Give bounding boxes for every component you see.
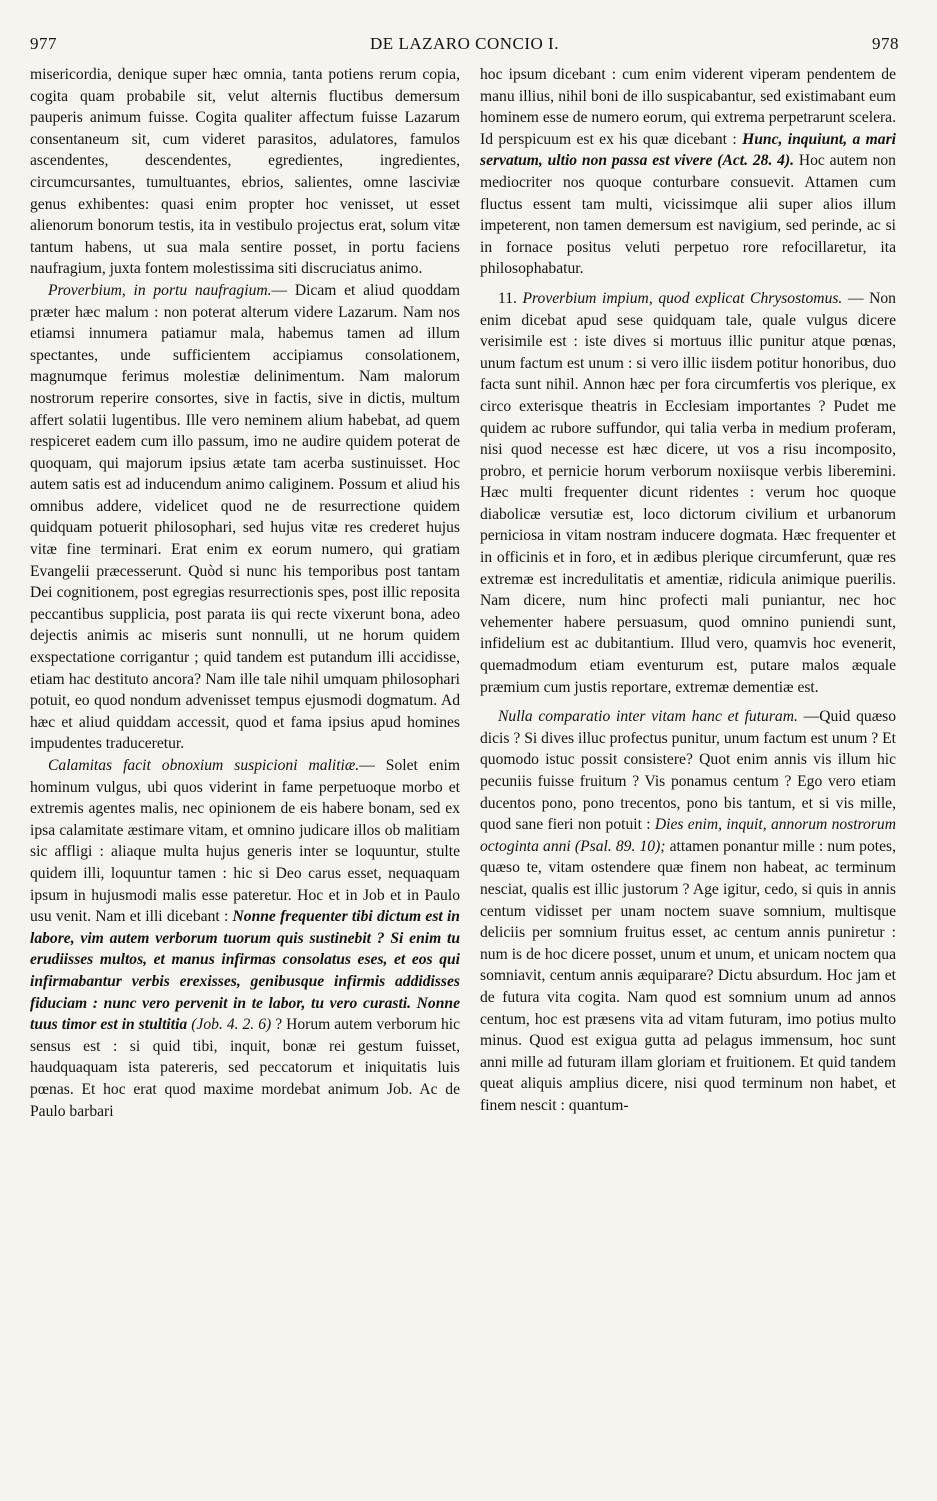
- paragraph-text: Hoc autem non mediocriter nos quoque conturbare consuevit. Attamen cum fluctus essent tam multi, vicissimque alii super alios illum impeterent, non tamen demersum est navigium, sed perinde, ac si in fornace positus veluti perpetuo rore refocillaretur, ita philosophabatur.: [480, 152, 896, 278]
- paragraph-text: — Non enim dicebat apud sese quidquam tale, quale vulgus dicere verisimile est : iste dives si mortuus illic punitur atque pœnas, unum factum est unum : si vero illic iisdem potitur honoribus, duo facta sunt nihil. Annon hæc per fora circumfertis vos plerique, ex circo exterisque theatris in Ecclesiam importantes ? Pudet me quidem ac rubore suffundor, qui talia verba in medium proferam, nisi quod necesse est hæc dicere, ut vos a risu incomposito, probro, et pernicie horum verborum noxiisque verbis liberemini. Hæc multi frequenter dicunt ridentes : verum hoc quoque diabolicæ versutiæ est, loco dictorum civilium et urbanorum perniciosa in vitam nostram inducere dogmata. Hæc frequenter et in officinis et in foro, et in ædibus plerique circumferunt, quæ res extremæ est incredulitatis et amentiæ, ridicula animique puerilis. Nam dicere, num hinc profecti mali puniantur, nec hoc vehementer habere persuasum, quod omnino puniendi sunt, infidelium est ac dubitantium. Illud vero, quamvis hoc evenerit, quemadmodum etiam eventurum est, putare malos æquale præmium cum justis reportare, extremæ dementiæ est.: [480, 289, 896, 696]
- paragraph-text: ? Horum autem verborum hic sensus est : si quid tibi, inquit, bonæ rei gestum fuisset, haudquaquam ista patereris, sed peccatorum et iniquitatis luis pœnas. Et hoc erat quod maxime mordebat animum Job. Ac de Paulo barbari: [30, 1016, 460, 1120]
- left-column: [30, 64, 460, 1494]
- paragraph: [480, 706, 896, 1116]
- right-page-number: 978: [872, 34, 899, 53]
- paragraph-text: attamen ponantur mille : num potes, quæso te, vitam ostendere quæ finem non habeat, ac terminum nesciat, qualis est illic justorum ? Age igitur, cedo, si quis in annis centum vidisset per unam noctem suave somnium, multisque deliciis per somnium fruitus esset, ac centum annis puniretur : num is de hoc dicere posset, unum et unum, et unicam noctem qua somniavit, centum annis æquiparare? Dictu absurdum. Hoc jam et de futura vita cogita. Nam quod est somnium unum ad annos centum, hoc est præsens vita ad vitam futuram, imo potius multo minus. Quod est exigua gutta ad pelagus immensum, hoc sunt anni mille ad futuram illam gloriam et fruitionem. Et quid tandem queat aliquis amplius dicere, nisi quod terminum non habet, et finem nescit : quantum-: [480, 837, 896, 1114]
- scripture-quote: Dies enim, inquit, annorum nostrorum octoginta anni: [480, 816, 896, 855]
- section-heading: Nulla comparatio inter vitam hanc et futuram.: [498, 708, 798, 726]
- paragraph: [480, 64, 896, 280]
- scripture-reference: (Act. 28. 4).: [717, 152, 795, 170]
- section-number: 11.: [498, 289, 517, 307]
- section-heading: Calamitas facit obnoxium suspicioni malitiæ.: [48, 757, 360, 774]
- scripture-reference: (Job. 4. 2. 6): [191, 1016, 272, 1034]
- paragraph-text: — Dicam et aliud quoddam præter hæc malum : non poterat alterum videre Lazarum. Nam nos etiamsi innumera patiamur mala, habemus tamen ad illum spectantes, unde sufficientem accipiamus consolationem, magnumque ferimus molestiæ delinimentum. Nam malorum nostrorum reperire consortes, sive in factis, sive in dictis, multum affert solatii lugentibus. Ille vero neminem alium habebat, ad quem respiceret eadem cum illo passum, imo ne audire quidem poterat de quoquam, qui majorum ipsius ætate tam acerba sustinuisset. Hoc autem satis est ad inducendum animo caliginem. Possum et aliud his omnibus addere, videlicet quod ne de resurrectione quidem quidquam potuerit philosophari, sed hujus vitæ res crederet hujus vitæ fine terminari. Erat enim ex eorum numero, qui gratiam Evangelii præcesserunt. Quòd si nunc his temporibus post tantam Dei cognitionem, post egregias resurrectionis spes, post illic reposita peccantibus supplicia, post parata iis qui recte vixerunt bona, adeo dejectis animis ac miseris sunt nonnulli, ut ne horum quidem exspectatione corrigantur ; quid tandem est putandum illi accidisse, etiam hac destituto ancora? Nam ille tale nihil umquam philosophari potuit, eo quod nondum advenisset tempus ejusmodi dogmatum. Ad hæc et aliud quiddam accessit, quod et fama ipsius apud homines impudentes traduceretur.: [30, 281, 460, 753]
- scripture-quote: Hunc, inquiunt, a mari servatum, ultio non passa est vivere: [480, 130, 896, 170]
- running-title: DE LAZARO CONCIO I.: [370, 34, 559, 53]
- left-page-number: 977: [30, 34, 57, 53]
- section-heading: Proverbium, in portu naufragium.: [48, 281, 272, 299]
- scripture-reference: (Psal. 89. 10);: [574, 837, 666, 855]
- section-heading: Proverbium impium, quod explicat Chrysostomus.: [522, 289, 843, 307]
- paragraph: [30, 280, 460, 755]
- paragraph: [480, 288, 896, 698]
- paragraph: [30, 755, 460, 1122]
- paragraph-text: — Solet enim hominum vulgus, ubi quos viderint in fame perpetuoque morbo et extremis agentes malis, nec opinionem de eis habere bonam, sed ex ipsa calamitate æstimare vitam, et omnino judicare illos ob malitiam sic affligi : aliaque multa hujus generis inter se loquuntur, stulte quidem illi, loquuntur tamen : hic si Deo carus esset, nequaquam ipsum in hujusmodi malis esse pateretur. Hoc et in Job et in Paulo usu venit. Nam et illi dicebant :: [30, 757, 460, 926]
- running-header: [30, 34, 899, 56]
- paragraph-text: hoc ipsum dicebant : cum enim viderent viperam pendentem de manu illius, nihil boni de illo suspicabantur, sed existimabant eum hominem esse de numero eorum, qui extrema perpetrarunt scelera. Id perspicuum est ex his quæ dicebant :: [480, 66, 896, 148]
- paragraph-text: —Quid quæso dicis ? Si dives illuc profectus punitur, unum factum est unum ? Et quomodo istuc possit consistere? Quot enim annis vis illum hic pecuniis fuisse fruitum ? Vis ponamus centum ? Ego vero etiam ducentos pono, pono trecentos, pono bis tantum, et si vis mille, quod sane fieri non potuit :: [480, 708, 896, 834]
- right-column: [480, 64, 896, 1494]
- paragraph: misericordia, denique super hæc omnia, tanta potiens rerum copia, cogita quam probabile sit, velut alternis fluctibus demersum pauperis animum fuisse. Cogita qualiter affectum fuisse Lazarum consentaneum sit, cum videret parasitos, adulatores, famulos ascendentes, descendentes, egredientes, ingredientes, circumcursantes, tumultuantes, ebrios, salientes, omne lasciviæ genus exhibentes: quasi enim propter hoc venisset, ut esset alienorum bonorum testis, ita in vestibulo projectus erat, solum vitæ tantum habens, ut sua mala sentire posset, in portu faciens naufragium, juxta fontem molestissima siti discruciatus animo.: [30, 66, 460, 278]
- scripture-quote: Nonne frequenter tibi dictum est in labore, vim autem verborum tuorum quis sustinebit ? Si enim tu erudiisses multos, et manus infirmas consolatus eses, et eos qui infirmabantur verbis erexisses, genibusque infirmis addidisses fiduciam : nunc vero pervenit in te labor, tu vero curasti. Nonne tuus timor est in stultitia: [30, 908, 460, 1034]
